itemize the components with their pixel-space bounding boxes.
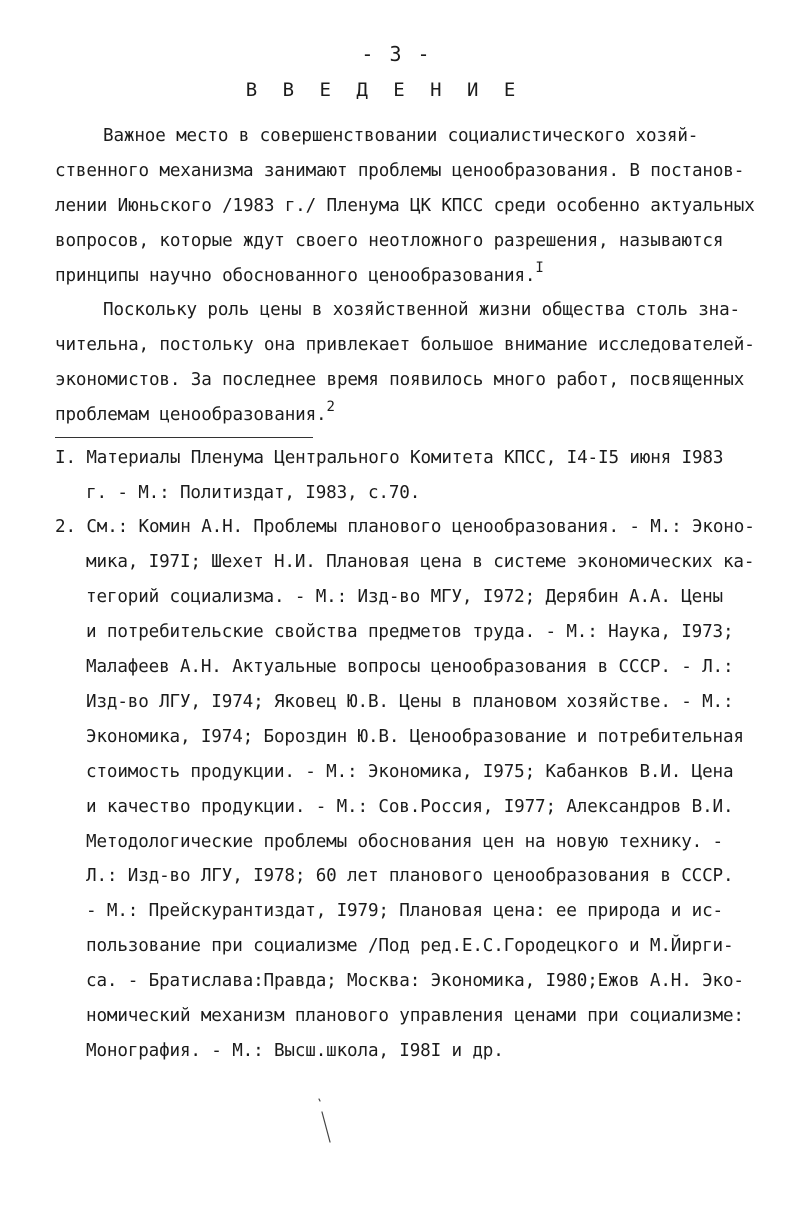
- footnote-2-line-10: Методологические проблемы обоснования цен на новую технику. -: [86, 832, 723, 852]
- paragraph-2-line-3: экономистов. За последнее время появилось много работ, посвященных: [55, 370, 745, 390]
- footnote-2-line-7: Экономика, I974; Бороздин Ю.В. Ценообразование и потребительная: [86, 727, 744, 747]
- paragraph-2-line-1: Поскольку роль цены в хозяйственной жизни общества столь зна-: [103, 300, 740, 320]
- footnote-ref-1: I: [535, 260, 544, 277]
- footnote-2-line-15: номический механизм планового управления ценами при социализме:: [86, 1006, 744, 1026]
- paragraph-1-line-3: лении Июньского /1983 г./ Пленума ЦК КПСС среди особенно актуальных: [55, 196, 755, 216]
- pen-stroke-mark: [318, 1098, 332, 1150]
- paragraph-1-line-5: [55, 260, 544, 288]
- footnote-2-line-4: и потребительские свойства предметов труда. - М.: Наука, I973;: [86, 622, 734, 642]
- paragraph-1-line-4: вопросов, которые ждут своего неотложного разрешения, называются: [55, 231, 724, 251]
- footnote-2-line-14: са. - Братислава:Правда; Москва: Экономика, I980;Ежов А.Н. Эко-: [86, 971, 744, 991]
- footnote-divider: [55, 437, 313, 438]
- paragraph-2-line-4-text: проблемам ценообразования.: [55, 405, 327, 425]
- paragraph-2-line-4: [55, 399, 335, 427]
- footnote-2-line-1: 2. См.: Комин А.Н. Проблемы планового ценообразования. - М.: Эконо-: [55, 517, 755, 537]
- footnote-2-line-6: Изд-во ЛГУ, I974; Яковец Ю.В. Цены в плановом хозяйстве. - М.:: [86, 692, 734, 712]
- footnote-2-line-9: и качество продукции. - М.: Сов.Россия, I977; Александров В.И.: [86, 797, 734, 817]
- section-heading: В В Е Д Е Н И Е: [245, 79, 523, 101]
- footnote-2-line-8: стоимость продукции. - М.: Экономика, I975; Кабанков В.И. Цена: [86, 762, 734, 782]
- footnote-1-line-2: г. - М.: Политиздат, I983, с.70.: [86, 483, 421, 503]
- footnote-2-line-3: тегорий социализма. - М.: Изд-во МГУ, I972; Дерябин А.А. Цены: [86, 587, 723, 607]
- paragraph-2-line-2: чительна, постольку она привлекает большое внимание исследователей-: [55, 335, 755, 355]
- page-number: - 3 -: [361, 42, 432, 66]
- footnote-2-line-5: Малафеев А.Н. Актуальные вопросы ценообразования в СССР. - Л.:: [86, 657, 734, 677]
- footnote-2-line-11: Л.: Изд-во ЛГУ, I978; 60 лет планового ценообразования в СССР.: [86, 866, 734, 886]
- paragraph-1-line-2: ственного механизма занимают проблемы ценообразования. В постанов-: [55, 161, 745, 181]
- paragraph-1-line-5-text: принципы научно обоснованного ценообразования.: [55, 266, 536, 286]
- footnote-2-line-16: Монография. - М.: Высш.школа, I98I и др.: [86, 1041, 504, 1061]
- footnote-2-line-2: мика, I97I; Шехет Н.И. Плановая цена в системе экономических ка-: [86, 552, 755, 572]
- footnote-2-line-13: пользование при социализме /Под ред.Е.С.Городецкого и М.Йирги-: [86, 936, 734, 956]
- footnote-2-line-12: - М.: Прейскурантиздат, I979; Плановая цена: ее природа и ис-: [86, 901, 723, 921]
- paragraph-1-line-1: Важное место в совершенствовании социалистического хозяй-: [103, 126, 699, 146]
- footnote-1-line-1: I. Материалы Пленума Центрального Комитета КПСС, I4-I5 июня I983: [55, 448, 724, 468]
- footnote-ref-2: 2: [326, 399, 335, 416]
